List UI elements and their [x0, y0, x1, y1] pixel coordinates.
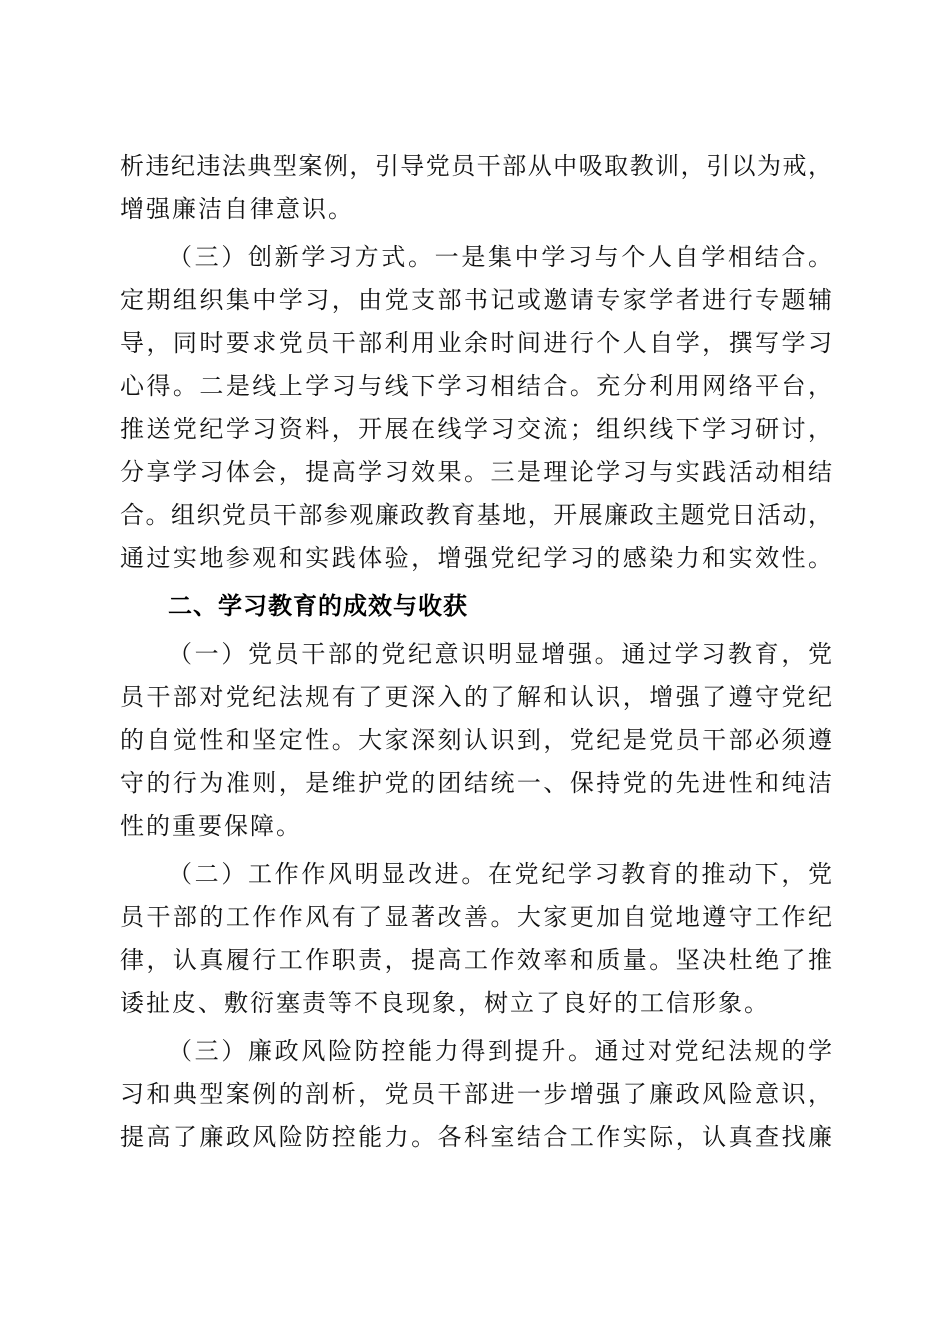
subsection-line: （一）党员干部的党纪意识明显增强。通过学习教育，党: [168, 640, 832, 668]
section-title: 二、学习教育的成效与收获: [168, 592, 468, 620]
subsection-line: （二）工作作风明显改进。在党纪学习教育的推动下，党: [168, 860, 832, 888]
paragraph-line: 诿扯皮、敷衍塞责等不良现象，树立了良好的工信形象。: [120, 989, 770, 1017]
paragraph-line: 提高了廉政风险防控能力。各科室结合工作实际，认真查找廉: [120, 1123, 832, 1151]
paragraph-line: 通过实地参观和实践体验，增强党纪学习的感染力和实效性。: [120, 544, 832, 572]
paragraph-line: 心得。二是线上学习与线下学习相结合。充分利用网络平台，: [120, 372, 832, 400]
paragraph-line: 定期组织集中学习，由党支部书记或邀请专家学者进行专题辅: [120, 286, 832, 314]
paragraph-line: 员干部对党纪法规有了更深入的了解和认识，增强了遵守党纪: [120, 683, 832, 711]
paragraph-line: 推送党纪学习资料，开展在线学习交流；组织线下学习研讨，: [120, 415, 832, 443]
paragraph-line: 的自觉性和坚定性。大家深刻认识到，党纪是党员干部必须遵: [120, 726, 832, 754]
paragraph-line: 守的行为准则，是维护党的团结统一、保持党的先进性和纯洁: [120, 769, 832, 797]
subsection-line: （三）廉政风险防控能力得到提升。通过对党纪法规的学: [168, 1037, 832, 1065]
paragraph-line: 合。组织党员干部参观廉政教育基地，开展廉政主题党日活动，: [120, 501, 832, 529]
paragraph-line: 增强廉洁自律意识。: [120, 195, 354, 223]
paragraph-line: 律，认真履行工作职责，提高工作效率和质量。坚决杜绝了推: [120, 946, 832, 974]
paragraph-line: 性的重要保障。: [120, 812, 302, 840]
paragraph-line: 析违纪违法典型案例，引导党员干部从中吸取教训，引以为戒，: [120, 152, 832, 180]
paragraph-line: 员干部的工作作风有了显著改善。大家更加自觉地遵守工作纪: [120, 903, 832, 931]
paragraph-line: 导，同时要求党员干部利用业余时间进行个人自学，撰写学习: [120, 329, 832, 357]
paragraph-line: 习和典型案例的剖析，党员干部进一步增强了廉政风险意识，: [120, 1080, 832, 1108]
paragraph-line: 分享学习体会，提高学习效果。三是理论学习与实践活动相结: [120, 458, 832, 486]
subsection-line: （三）创新学习方式。一是集中学习与个人自学相结合。: [168, 243, 832, 271]
